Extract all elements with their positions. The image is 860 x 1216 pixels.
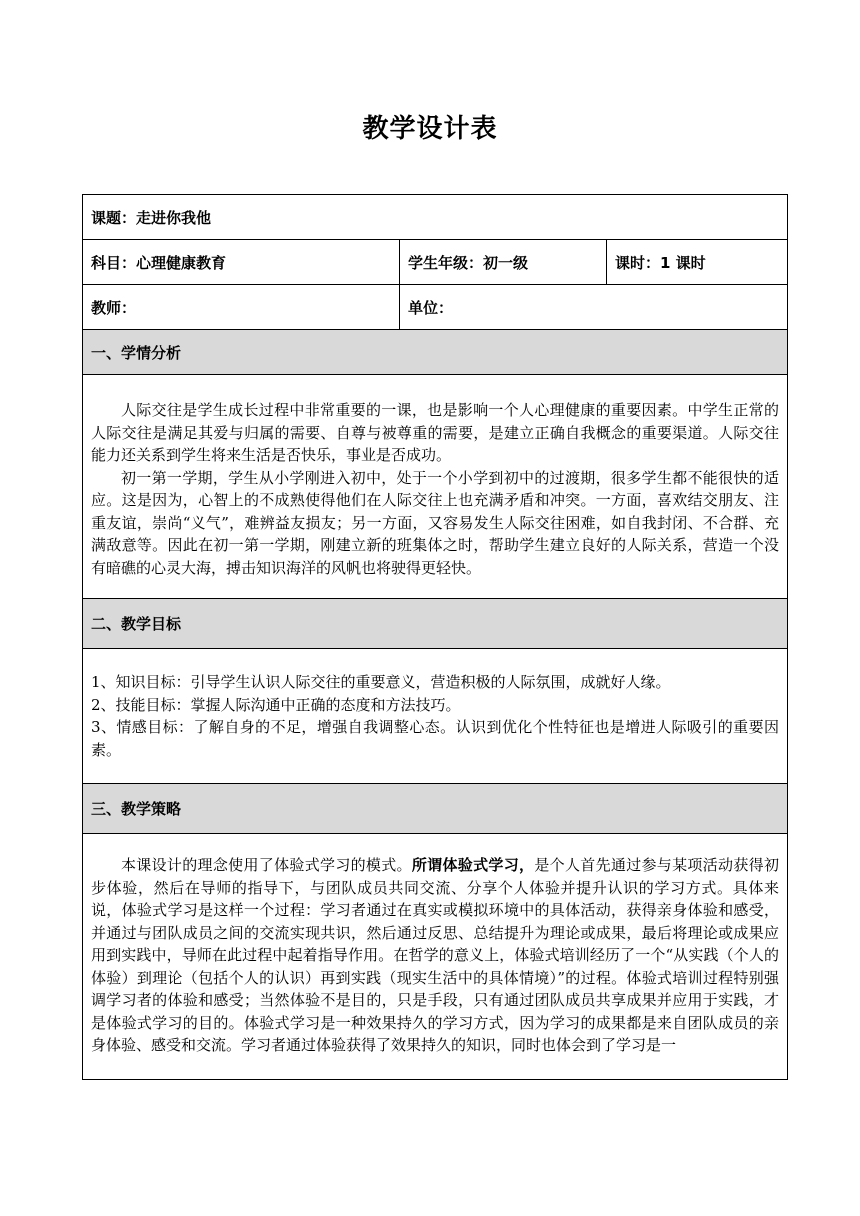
subject-cell: 科目：心理健康教育 <box>83 240 400 285</box>
topic-row <box>83 195 788 240</box>
goals-body-row <box>83 649 788 784</box>
strategy-rest: 是个人首先通过参与某项活动获得初步体验，然后在导师的指导下，与团队成员共同交流、分享个人体验并提升认识的学习方式。具体来说，体验式学习是这样一个过程：学习者通过在真实或模拟环境中的具体活动，获得亲身体验和感受，并通过与团队成员之间的交流实现共识，然后通过反思、总结提升为理论或成果，最后将理论或成果应用到实践中，导师在此过程中起着指导作用。在哲学的意义上，体验式培训经历了一个“从实践（个人的体验）到理论（包括个人的认识）再到实践（现实生活中的具体情境）”的过程。体验式培训过程特别强调学习者的体验和感受；当然体验不是目的，只是手段，只有通过团队成员共享成果并应用于实践，才是体验式学习的目的。体验式学习是一种效果持久的学习方式，因为学习的成果都是来自团队成员的亲身体验、感受和交流。学习者通过体验获得了效果持久的知识，同时也体会到了学习是一 <box>91 856 779 1054</box>
strategy-heading-row <box>83 784 788 834</box>
analysis-body-row <box>83 375 788 599</box>
hours-cell: 课时：1 课时 <box>607 240 788 285</box>
subject-row <box>83 240 788 285</box>
strategy-lead: 本课设计的理念使用了体验式学习的模式。 <box>121 856 412 874</box>
teacher-row <box>83 285 788 330</box>
goals-heading-row <box>83 599 788 649</box>
analysis-heading: 一、学情分析 <box>83 330 788 375</box>
lesson-plan-table <box>82 194 788 1080</box>
goals-heading: 二、教学目标 <box>83 599 788 649</box>
strategy-body-row <box>83 834 788 1080</box>
analysis-body <box>83 375 788 599</box>
teacher-cell: 教师： <box>83 285 400 330</box>
topic-cell: 课题：走进你我他 <box>83 195 788 240</box>
grade-cell: 学生年级：初一级 <box>400 240 607 285</box>
strategy-heading: 三、教学策略 <box>83 784 788 834</box>
strategy-body <box>83 834 788 1080</box>
goal-item: 3、情感目标：了解自身的不足，增强自我调整心态。认识到优化个性特征也是增进人际吸引的重要因素。 <box>91 718 779 759</box>
goals-body <box>83 649 788 784</box>
strategy-bold-term: 所谓体验式学习， <box>411 856 535 874</box>
unit-cell: 单位： <box>400 285 788 330</box>
analysis-heading-row <box>83 330 788 375</box>
goal-item: 2、技能目标：掌握人际沟通中正确的态度和方法技巧。 <box>91 695 461 714</box>
document-title: 教学设计表 <box>362 114 498 144</box>
analysis-paragraph: 人际交往是学生成长过程中非常重要的一课，也是影响一个人心理健康的重要因素。中学生正常的人际交往是满足其爱与归属的需要、自尊与被尊重的需要，是建立正确自我概念的重要渠道。人际交往能力还关系到学生将来生活是否快乐，事业是否成功。 <box>91 401 779 464</box>
analysis-paragraph: 初一第一学期，学生从小学刚进入初中，处于一个小学到初中的过渡期，很多学生都不能很快的适应。这是因为，心智上的不成熟使得他们在人际交往上也充满矛盾和冲突。一方面，喜欢结交朋友、注重友谊，崇尚“义气”，难辨益友损友；另一方面，又容易发生人际交往困难，如自我封闭、不合群、充满敌意等。因此在初一第一学期，刚建立新的班集体之时，帮助学生建立良好的人际关系，营造一个没有暗礁的心灵大海，搏击知识海洋的风帆也将驶得更轻快。 <box>91 468 779 577</box>
strategy-paragraph <box>91 854 779 1057</box>
goal-item: 1、知识目标：引导学生认识人际交往的重要意义，营造积极的人际氛围，成就好人缘。 <box>91 673 671 691</box>
